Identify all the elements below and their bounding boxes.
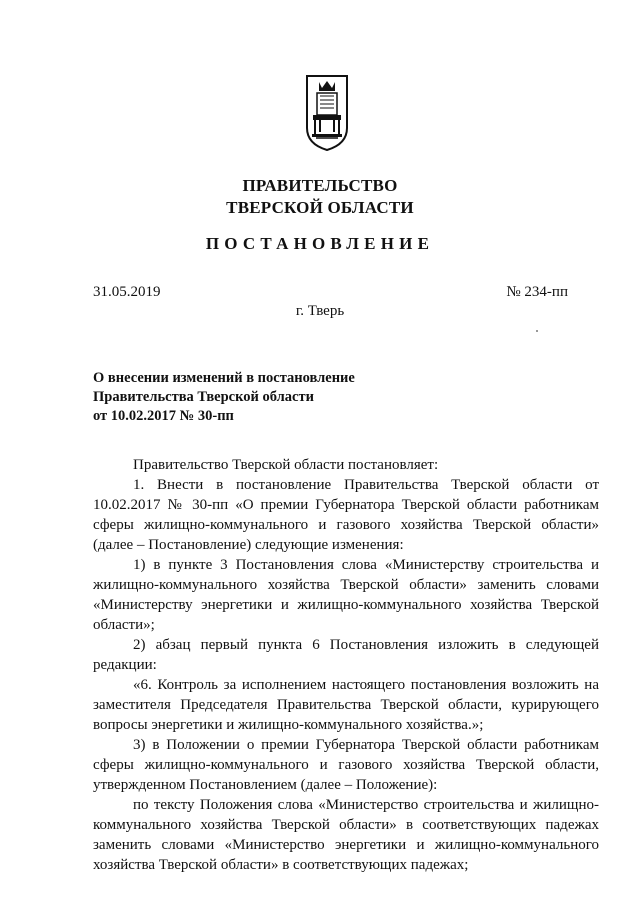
- body-paragraph: 2) абзац первый пункта 6 Постановления изложить в следующей редакции:: [93, 637, 599, 673]
- body-paragraph: 3) в Положении о премии Губернатора Тверской области работникам сферы жилищно-коммунального и газового хозяйства Тверской области, утвержденном Постановлением (далее – Положение):: [93, 737, 599, 793]
- body-paragraph: по тексту Положения слова «Министерство строительства и жилищно-коммунального хозяйства Тверской области» в соответствующих падежах заменить словами «Министерство энергетики и жилищно-коммунального хозяйства Тверской области» в соответствующих падежах;: [93, 797, 599, 873]
- body-paragraph: 1) в пункте 3 Постановления слова «Министерству строительства и жилищно-коммунального хозяйства Тверской области» заменить словами «Министерству энергетики и жилищно-коммунального хозяйства Тверской области»;: [93, 557, 599, 633]
- body-paragraph: 1. Внести в постановление Правительства Тверской области от 10.02.2017 № 30-пп «О премии Губернатора Тверской области работникам сферы жилищно-коммунального и газового хозяйства Тверской области» (далее – Постановление) следующие изменения:: [93, 477, 599, 553]
- document-subject: [93, 369, 423, 426]
- body-paragraph: Правительство Тверской области постановляет:: [133, 457, 439, 473]
- government-name-line1: ПРАВИТЕЛЬСТВО: [242, 176, 398, 195]
- document-date: 31.05.2019: [93, 284, 161, 300]
- body-paragraph: «6. Контроль за исполнением настоящего постановления возложить на заместителя Председателя Правительства Тверской области, курирующего вопросы энергетики и жилищно-коммунального хозяйства.»;: [93, 677, 599, 733]
- document-city: г. Тверь: [295, 303, 345, 319]
- government-name-line2: ТВЕРСКОЙ ОБЛАСТИ: [226, 198, 414, 217]
- subject-line: Правительства Тверской области: [93, 389, 314, 405]
- document-body: [93, 455, 599, 875]
- document-number: № 234-пп: [506, 284, 568, 300]
- scan-speck: [536, 330, 538, 332]
- coat-of-arms-icon: [304, 72, 350, 152]
- subject-line: О внесении изменений в постановление: [93, 370, 355, 386]
- document-type-title: ПОСТАНОВЛЕНИЕ: [205, 234, 435, 253]
- subject-line: от 10.02.2017 № 30-пп: [93, 408, 234, 424]
